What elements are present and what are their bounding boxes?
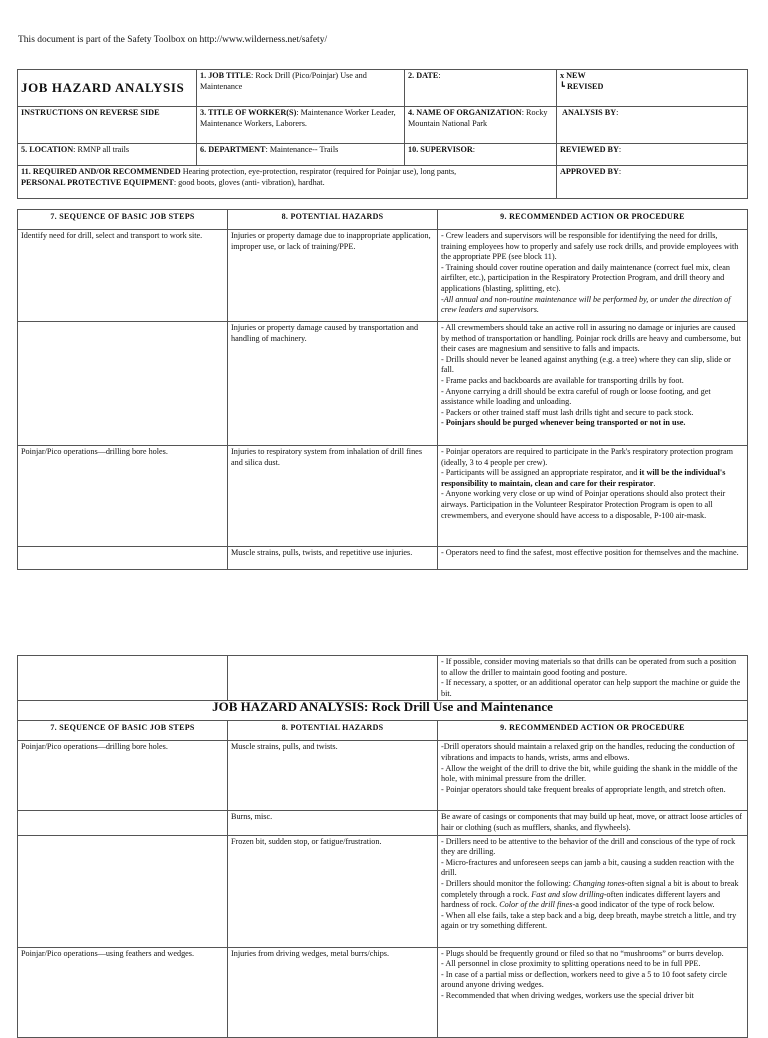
col-head-steps: 7. SEQUENCE OF BASIC JOB STEPS: [18, 210, 228, 230]
step-cell: [18, 322, 228, 446]
hazard-table-1: [17, 209, 748, 570]
action-cell: - Plugs should be frequently ground or filed so that no “mushrooms” or burrs develop. - All personnel in close proximity to splitting operations need to be in full PPE. - In case of a partial miss or deflection, workers need to give a 5 to 10 foot safety circle around anyone driving wedges. - Recommended that when driving wedges, workers use the special driver bit: [438, 947, 748, 1037]
hazard-cell: Injuries or property damage due to inappropriate application, improper use, or lack of training/PPE.: [228, 230, 438, 322]
hazard-table-2: [17, 655, 748, 1038]
supervisor-cell: 10. SUPERVISOR:: [405, 144, 557, 166]
ppe-cell: 11. REQUIRED AND/OR RECOMMENDED Hearing protection, eye-protection, respirator (required for Poinjar use), long pants, PERSONAL PROTECTIVE EQUIPMENT: good boots, gloves (anti- vibration), hardhat.: [18, 166, 557, 199]
job-title-cell: 1. JOB TITLE: Rock Drill (Pico/Poinjar) Use and Maintenance: [197, 70, 405, 107]
hazard-cell: Injuries or property damage caused by transportation and handling of machinery.: [228, 322, 438, 446]
approved-by-cell: APPROVED BY:: [557, 166, 748, 199]
intro-text: This document is part of the Safety Toolbox on http://www.wilderness.net/safety/: [18, 35, 328, 45]
table-row: [18, 547, 748, 570]
table-row: [18, 835, 748, 947]
action-cell: - If possible, consider moving materials so that drills can be operated from such a position to allow the driller to maintain good footing and posture. - If necessary, a spotter, or an additional operator can help support the machine or guide the bit.: [438, 656, 748, 701]
table-row: [18, 446, 748, 547]
step-cell: Poinjar/Pico operations—drilling bore holes.: [18, 741, 228, 811]
hazard-cell: Frozen bit, sudden stop, or fatigue/frustration.: [228, 835, 438, 947]
step-cell: [18, 656, 228, 701]
table-row: [18, 741, 748, 811]
date-cell: 2. DATE:: [405, 70, 557, 107]
instructions-note: INSTRUCTIONS ON REVERSE SIDE: [18, 107, 197, 144]
new-revised-cell: [557, 70, 748, 107]
table-row: [18, 322, 748, 446]
table-row: [18, 230, 748, 322]
hazard-cell: Injuries from driving wedges, metal burrs/chips.: [228, 947, 438, 1037]
hazard-cell: Burns, misc.: [228, 811, 438, 835]
action-cell: - Poinjar operators are required to participate in the Park's respiratory protection program (ideally, 3 to 4 people per crew). - Participants will be assigned an appropriate respirator, and it will be the individual's responsibility to maintain, clean and care for their respirator. - Anyone working very close or up wind of Poinjar operations should also protect their airways. Participation in the Volunteer Respirator Protection Program is open to all crewmembers, and everyone should have access to a disposable, P-100 air-mask.: [438, 446, 748, 547]
step-cell: [18, 547, 228, 570]
step-cell: Poinjar/Pico operations—using feathers and wedges.: [18, 947, 228, 1037]
location-cell: 5. LOCATION: RMNP all trails: [18, 144, 197, 166]
col-head-hazards: 8. POTENTIAL HAZARDS: [228, 210, 438, 230]
table-row: [18, 811, 748, 835]
col-head-actions: 9. RECOMMENDED ACTION OR PROCEDURE: [438, 210, 748, 230]
section-title: JOB HAZARD ANALYSIS: Rock Drill Use and Maintenance: [18, 701, 748, 721]
jha-title: JOB HAZARD ANALYSIS: [18, 70, 197, 107]
step-cell: Poinjar/Pico operations—drilling bore holes.: [18, 446, 228, 547]
step-cell: [18, 811, 228, 835]
revised-checkbox-label: ┗ REVISED: [560, 81, 604, 91]
step-cell: [18, 835, 228, 947]
action-cell: - Crew leaders and supervisors will be responsible for identifying the need for drills, training employees how to properly and safely use rock drills, and provide employees with the appropriate PPE (see block 11). - Training should cover routine operation and daily maintenance (correct fuel mix, clean airfilter, etc.), participation in the Respiratory Protection Program, and drill theory and applications (blasting, splitting, etc). -All annual and non-routine maintenance will be performed by, or under the direction of crew leaders and supervisors.: [438, 230, 748, 322]
action-cell: Be aware of casings or components that may build up heat, move, or attract loose articles of hair or clothing (such as mufflers, shanks, and flywheels).: [438, 811, 748, 835]
table-row: [18, 656, 748, 701]
organization-cell: 4. NAME OF ORGANIZATION: Rocky Mountain National Park: [405, 107, 557, 144]
hazard-cell: Injuries to respiratory system from inhalation of drill fines and silica dust.: [228, 446, 438, 547]
action-cell: - All crewmembers should take an active roll in assuring no damage or injuries are caused by method of transportation or handling. Poinjar rock drills are heavy and cumbersome, but their cases are magnesium and sensitive to falls and impacts. - Drills should never be leaned against anything (e.g. a tree) where they can slip, slide or fall. - Frame packs and backboards are available for transporting drills by foot. - Anyone carrying a drill should be extra careful of rough or loose footing, and get assistance while loading and unloading. - Packers or other trained staff must lash drills tight and secure to pack stock. - Poinjars should be purged whenever being transported or not in use.: [438, 322, 748, 446]
hazard-cell: Muscle strains, pulls, twists, and repetitive use injuries.: [228, 547, 438, 570]
analysis-by-cell: ANALYSIS BY:: [557, 107, 748, 144]
col-head-hazards: 8. POTENTIAL HAZARDS: [228, 721, 438, 741]
new-checkbox-label: x NEW: [560, 71, 586, 80]
jha-header-table: [17, 69, 748, 199]
department-cell: 6. DEPARTMENT: Maintenance-- Trails: [197, 144, 405, 166]
col-head-actions: 9. RECOMMENDED ACTION OR PROCEDURE: [438, 721, 748, 741]
worker-title-cell: 3. TITLE OF WORKER(S): Maintenance Worker Leader, Maintenance Workers, Laborers.: [197, 107, 405, 144]
step-cell: Identify need for drill, select and transport to work site.: [18, 230, 228, 322]
action-cell: - Operators need to find the safest, most effective position for themselves and the machine.: [438, 547, 748, 570]
reviewed-by-cell: REVIEWED BY:: [557, 144, 748, 166]
action-cell: - Drillers need to be attentive to the behavior of the drill and conscious of the type of rock they are drilling. - Micro-fractures and unforeseen seeps can jamb a bit, causing a sudden reaction with the drill. - Drillers should monitor the following: Changing tones-often signal a bit is about to break completely through a rock. Fast and slow drilling-often indicates different layers and hardness of rock. Color of the drill fines-a good indicator of the type of rock below. - When all else fails, take a step back and a big, deep breath, maybe stretch a little, and try again or try something different.: [438, 835, 748, 947]
hazard-cell: [228, 656, 438, 701]
col-head-steps: 7. SEQUENCE OF BASIC JOB STEPS: [18, 721, 228, 741]
hazard-cell: Muscle strains, pulls, and twists.: [228, 741, 438, 811]
action-cell: -Drill operators should maintain a relaxed grip on the handles, reducing the conduction of vibrations and impacts to hands, wrists, arms and elbows. - Allow the weight of the drill to drive the bit, while guiding the shank in the middle of the hole, with minimal pressure from the driller. - Poinjar operators should take frequent breaks of appropriate length, and stretch often.: [438, 741, 748, 811]
